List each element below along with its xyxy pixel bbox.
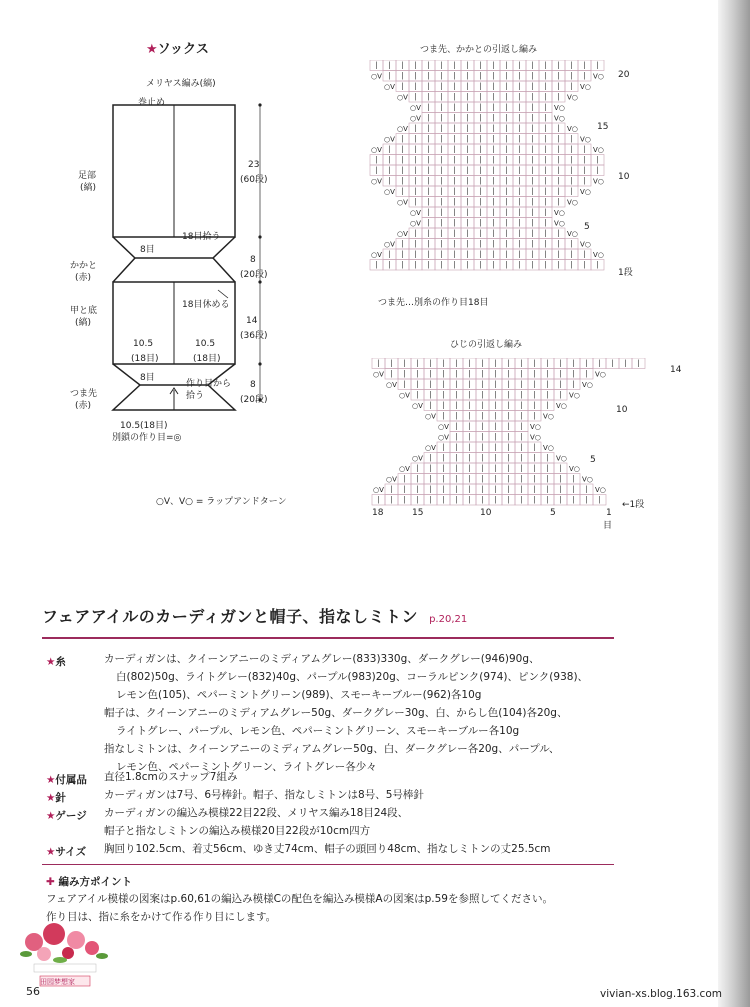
yarn-line-5: ライトグレー、パープル、レモン色、ペパーミントグリーン、スモーキーブルー各10g xyxy=(116,725,520,737)
pickup-from: 作り目から xyxy=(186,379,232,389)
chart-toe-row1: 1段 xyxy=(618,268,633,278)
chart-elbow-row10: 10 xyxy=(616,405,628,415)
legend: ○V、V○ = ラップアンドターン xyxy=(156,497,287,507)
wrap-turn-mark: ○V xyxy=(410,219,421,228)
toe-label: つま先 xyxy=(70,389,98,399)
wrap-turn-mark: V○ xyxy=(582,475,593,484)
wrap-turn-mark: V○ xyxy=(543,412,554,421)
wrap-turn-mark: V○ xyxy=(595,486,606,494)
wrap-turn-mark: V○ xyxy=(593,177,604,186)
wrap-turn-mark: V○ xyxy=(554,104,565,112)
chart-toe-row10: 10 xyxy=(618,172,630,182)
wrap-turn-mark: V○ xyxy=(569,391,580,400)
wrap-turn-mark: V○ xyxy=(567,125,578,133)
pickup18-label: 18目拾う xyxy=(182,232,221,242)
wrap-turn-mark: ○V xyxy=(397,93,408,102)
elbow-chart xyxy=(360,358,650,508)
wrap-turn-mark: ○V xyxy=(373,486,384,494)
wrap-turn-mark: ○V xyxy=(371,146,382,154)
stamp-text: 田园梦想家 xyxy=(40,978,75,986)
wrap-turn-mark: ○V xyxy=(412,454,423,463)
wrap-turn-mark: ○V xyxy=(397,198,408,207)
wrap-turn-mark: V○ xyxy=(580,135,591,144)
chart-elbow-x15: 15 xyxy=(412,508,424,518)
wrap-turn-mark: V○ xyxy=(593,251,604,259)
wrap-turn-mark: V○ xyxy=(593,72,604,81)
wrap-turn-mark: V○ xyxy=(567,198,578,207)
dim-3-sub: (36段) xyxy=(240,331,268,341)
book-gutter xyxy=(718,0,750,1007)
toe-sub: (赤) xyxy=(75,401,92,411)
toe-heel-chart xyxy=(360,60,620,290)
wrap-turn-mark: V○ xyxy=(580,83,591,91)
instep-sub: (縞) xyxy=(75,318,92,328)
parts-label: 付属品 xyxy=(55,774,87,786)
wrap-turn-mark: ○V xyxy=(425,412,436,421)
star-icon: ★ xyxy=(146,42,158,57)
chart-toe-note: つま先…別糸の作り目18目 xyxy=(378,298,489,308)
dim-1: 23 xyxy=(248,160,260,170)
wrap-turn-mark: ○V xyxy=(384,240,395,249)
wrap-turn-mark: V○ xyxy=(582,381,593,389)
rest18-label: 18目休める xyxy=(182,300,230,310)
dim-4: 8 xyxy=(250,380,256,390)
wrap-turn-mark: V○ xyxy=(595,370,606,379)
wrap-turn-mark: ○V xyxy=(410,209,421,217)
wrap-turn-mark: ○V xyxy=(384,188,395,196)
size-text: 胸回り102.5cm、着丈56cm、ゆき丈74cm、帽子の頭回り48cm、指なしミトンの丈25.5cm xyxy=(104,843,551,855)
chart-toe-row20: 20 xyxy=(618,70,630,80)
yarn-line-2: 白(802)50g、ライトグレー(832)40g、パープル(983)20g、コーラルピンク(974)、ピンク(938)、 xyxy=(116,671,589,683)
socks-title-row xyxy=(146,38,209,57)
chart-toe-row15: 15 xyxy=(597,122,609,132)
dim-2-sub: (20段) xyxy=(240,270,268,280)
yarn-line-4: 帽子は、クイーンアニーのミディアムグレー50g、ダークグレー30g、白、からし色(104)各20g、 xyxy=(104,707,568,719)
wrap-turn-mark: V○ xyxy=(580,240,591,249)
needles-text: カーディガンは7号、6号棒針。帽子、指なしミトンは8号、5号棒針 xyxy=(104,789,424,801)
gauge-label: ゲージ xyxy=(55,810,87,822)
page-number: 56 xyxy=(26,985,40,998)
wrap-turn-mark: ○V xyxy=(410,114,421,123)
project-heading-row xyxy=(42,604,467,627)
wrap-turn-mark: ○V xyxy=(397,230,408,238)
gauge-text xyxy=(104,804,408,840)
wrap-turn-mark: ○V xyxy=(399,391,410,400)
chart-elbow-row5: 5 xyxy=(590,455,596,465)
points-line-1: フェアアイル模様の図案はp.60,61の編込み模様Cの配色を編込み模様Aの図案はp.59を参照してください。 xyxy=(46,893,553,905)
chart-elbow-x1: 1 xyxy=(606,508,612,518)
dim-4-sub: (20段) xyxy=(240,395,268,405)
watermark: vivian-xs.blog.163.com xyxy=(600,988,722,1000)
wrap-turn-mark: V○ xyxy=(556,402,567,410)
project-title: フェアアイルのカーディガンと帽子、指なしミトン xyxy=(42,607,418,626)
parts-text: 直径1.8cmのスナップ7組み xyxy=(104,771,238,783)
wrap-turn-mark: V○ xyxy=(554,209,565,217)
wrap-turn-mark: ○V xyxy=(371,177,382,186)
wrap-turn-mark: V○ xyxy=(556,454,567,463)
chart-toe-title: つま先、かかとの引返し編み xyxy=(420,45,538,55)
points-text xyxy=(46,890,553,926)
dim-2: 8 xyxy=(250,255,256,265)
bind-off-label: 巻止め xyxy=(138,98,166,108)
heel-sub: (赤) xyxy=(75,273,92,283)
yarn-line-7: レモン色、ペパーミントグリーン、ライトグレー各少々 xyxy=(116,761,377,773)
yarn-label: 糸 xyxy=(55,656,66,668)
wrap-turn-mark: V○ xyxy=(530,433,541,442)
instep-label: 甲と底 xyxy=(70,306,98,316)
gauge-line-1: カーディガンの編込み模様22目22段、メリヤス編み18目24段、 xyxy=(104,807,409,819)
wrap-turn-mark: V○ xyxy=(567,230,578,238)
half-width-2-sub: (18目) xyxy=(193,354,221,364)
dim-3: 14 xyxy=(246,316,258,326)
foot-sub: (縞) xyxy=(80,183,97,193)
wrap-turn-mark: V○ xyxy=(543,444,554,452)
chart-elbow-x10: 10 xyxy=(480,508,492,518)
wrap-turn-mark: ○V xyxy=(397,125,408,133)
gauge-label-row: ★ゲージ xyxy=(46,810,87,822)
dim-1-sub: (60段) xyxy=(240,175,268,185)
wrap-turn-mark: ○V xyxy=(410,104,421,112)
needles-label: 針 xyxy=(55,792,66,804)
wrap-turn-mark: ○V xyxy=(399,465,410,473)
yarn-label-row: ★糸 xyxy=(46,656,66,668)
wrap-turn-mark: V○ xyxy=(530,423,541,431)
wrap-turn-mark: V○ xyxy=(569,465,580,473)
half-width-1: 10.5 xyxy=(133,339,154,349)
wrap-turn-mark: ○V xyxy=(386,381,397,389)
wrap-turn-mark: V○ xyxy=(554,114,565,123)
pickup-from2: 拾う xyxy=(186,391,205,401)
chart-elbow-row14: 14 xyxy=(670,365,682,375)
wrap-turn-mark: V○ xyxy=(593,146,604,154)
chart-elbow-row1: ←1段 xyxy=(622,500,645,510)
yarn-text xyxy=(104,650,588,776)
wrap-turn-mark: ○V xyxy=(384,135,395,144)
chart-elbow-title: ひじの引返し編み xyxy=(450,340,523,350)
points-label-row xyxy=(46,874,132,889)
base-width: 10.5(18目) xyxy=(120,421,168,431)
wrap-turn-mark: ○V xyxy=(384,83,395,91)
wrap-turn-mark: ○V xyxy=(371,72,382,81)
half-width-2: 10.5 xyxy=(195,339,216,349)
heel-label: かかと xyxy=(70,261,98,271)
wrap-turn-mark: ○V xyxy=(373,370,384,379)
wrap-turn-mark: ○V xyxy=(412,402,423,410)
points-line-2: 作り目は、指に糸をかけて作る作り目にします。 xyxy=(46,911,277,923)
wrap-turn-mark: V○ xyxy=(567,93,578,102)
yarn-line-3: レモン色(105)、ペパーミントグリーン(989)、スモーキーブルー(962)各10g xyxy=(116,689,482,701)
chart-elbow-x1b: 目 xyxy=(603,521,613,531)
base-note: 別鎖の作り目=◎ xyxy=(112,433,182,443)
chart-elbow-x5: 5 xyxy=(550,508,556,518)
parts-label-row: ★付属品 xyxy=(46,774,87,786)
project-pages: p.20,21 xyxy=(429,614,468,625)
socks-title: ソックス xyxy=(157,42,209,57)
wrap-turn-mark: ○V xyxy=(438,423,449,431)
wrap-turn-mark: ○V xyxy=(438,433,449,442)
needles-label-row: ★針 xyxy=(46,792,66,804)
socks-stitch-label: メリヤス編み(縞) xyxy=(146,79,216,89)
foot-label: 足部 xyxy=(78,171,97,181)
wrap-turn-mark: ○V xyxy=(386,475,397,484)
yarn-line-1: カーディガンは、クイーンアニーのミディアムグレー(833)330g、ダークグレー(946)90g、 xyxy=(104,653,540,665)
points-rule xyxy=(42,864,614,865)
half-width-1-sub: (18目) xyxy=(131,354,159,364)
heading-rule xyxy=(42,637,614,639)
chart-elbow-x18: 18 xyxy=(372,508,384,518)
yarn-line-6: 指なしミトンは、クイーンアニーのミディアムグレー50g、白、ダークグレー各20g、パープル、 xyxy=(104,743,560,755)
toe-width: 8目 xyxy=(140,373,155,383)
heel-width: 8目 xyxy=(140,245,155,255)
chart-toe-row5: 5 xyxy=(584,222,590,232)
gauge-line-2: 帽子と指なしミトンの編込み模様20目22段が10cm四方 xyxy=(104,825,371,837)
size-label: サイズ xyxy=(55,846,87,858)
plus-icon: ✚ xyxy=(46,876,55,888)
wrap-turn-mark: V○ xyxy=(580,188,591,196)
wrap-turn-mark: ○V xyxy=(371,251,382,259)
wrap-turn-mark: V○ xyxy=(554,219,565,228)
points-label: 編み方ポイント xyxy=(58,876,132,888)
size-label-row: ★サイズ xyxy=(46,846,87,858)
wrap-turn-mark: ○V xyxy=(425,444,436,452)
